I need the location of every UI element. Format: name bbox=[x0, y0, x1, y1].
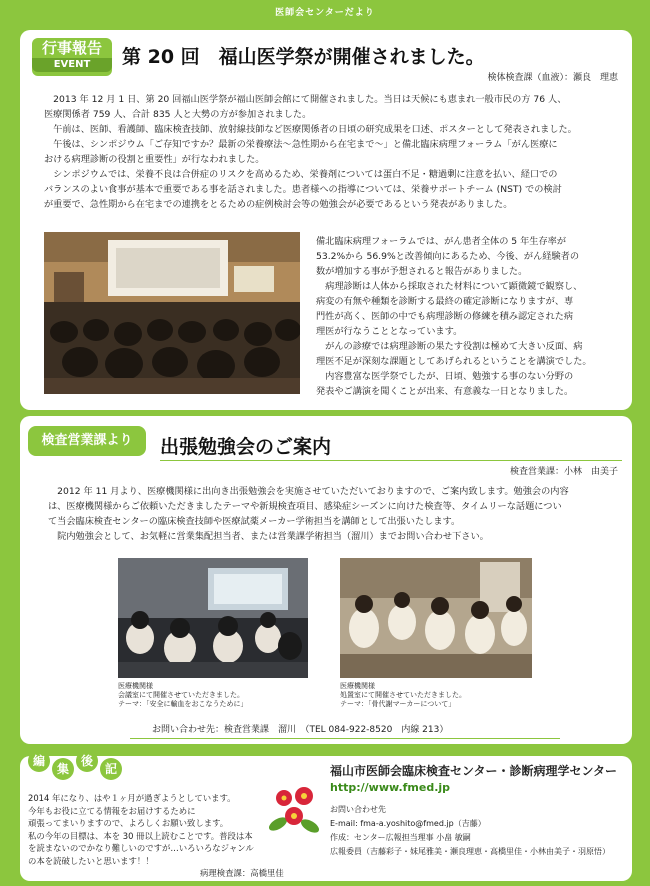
header-title: 医師会センターだより bbox=[275, 8, 375, 18]
body-line: 門性が高く、医師の中でも病理診断の修練を積み認定された病 bbox=[316, 311, 574, 322]
event-tag-label: 行事報告 bbox=[41, 39, 102, 57]
committee: 広報委員（吉藤彩子・妹尾雅美・瀬良理恵・高橋里佳・小林由美子・羽原悟） bbox=[330, 847, 610, 856]
body-line: 53.2%から 56.9%と改善傾向にあるため、今後、がん経験者の bbox=[316, 251, 580, 262]
title-divider bbox=[160, 460, 622, 461]
editor-line: の本を読破したいと思います！！ bbox=[28, 855, 154, 866]
editor-line: 2014 年になり、はや１ヶ月が過ぎようとしています。 bbox=[28, 793, 236, 803]
event-article bbox=[20, 30, 632, 410]
body-line: て当会臨床検査センターの臨床検査技師や医療試薬メーカー学術担当を講師として出張いたします。 bbox=[48, 516, 461, 527]
photo-caption-1 bbox=[118, 682, 248, 709]
body-line: おける病理診断の役割と重要性」が行なわれました。 bbox=[44, 154, 265, 165]
body-line: 内容豊富な医学祭でしたが、日頃、勉強する事のない分野の bbox=[316, 371, 574, 382]
body-line: 病変の有無や種類を診断する最終の確定診断になりますが、専 bbox=[316, 296, 574, 307]
body-line: が重要で、急性期から在宅までの連携をとるための症例検討会等の勉強会が必要であるという発表がありました。 bbox=[44, 199, 513, 210]
body-line: 2013 年 12 月 1 日、第 20 回福山医学祭が福山医師会館にて開催されました。当日は天候にも恵まれ一般市民の方 76 人、 bbox=[44, 94, 567, 105]
body-line: 院内勉強会として、お気軽に営業集配担当者、または営業課学術担当（溜川）までお問い合わせ下さい。 bbox=[48, 531, 489, 542]
editor-signature: 病理検査課：高橋里佳 bbox=[200, 868, 284, 878]
photo-caption-2 bbox=[340, 682, 466, 709]
flower-illustration bbox=[264, 778, 324, 838]
caption-line: 処置室にて開催させていただきました。 bbox=[340, 691, 466, 699]
body-line: 医療関係者 759 人、合計 835 人と大勢の方が参加されました。 bbox=[44, 109, 312, 120]
body-line: シンポジウムでは、栄養不良は合併症のリスクを高めるため、栄養剤については蛋白不足・糖過剰に注意を払い、経口での bbox=[44, 169, 558, 180]
org-name: 福山市医師会臨床検査センター・診断病理学センター bbox=[330, 764, 618, 778]
editor-line: を読まないのでかなり難しいのですが…いろいろなジャンル bbox=[28, 843, 254, 854]
editor-line: 今年もお役に立てる情報をお届けするために bbox=[28, 805, 196, 816]
event-tag bbox=[32, 38, 112, 76]
caption-line: テーマ：「安全に輸血をおこなうために」 bbox=[118, 700, 248, 708]
contact-email[interactable]: E-mail: fma-a.yoshito@fmed.jp（吉藤） bbox=[330, 819, 486, 828]
page-header bbox=[0, 0, 650, 28]
article-body bbox=[44, 92, 577, 212]
body-line: 理医不足が深刻な課題としてあげられるということを講演でした。 bbox=[316, 356, 592, 367]
session-photo-1 bbox=[118, 558, 308, 678]
body-line: 2012 年 11 月より、医療機関様に出向き出張勉強会を実施させていただいておりますので、ご案内致します。勉強会の内容 bbox=[48, 486, 569, 497]
editor-text bbox=[28, 792, 254, 868]
bottom-divider bbox=[130, 738, 560, 739]
body-line: 備北臨床病理フォーラムでは、がん患者全体の 5 年生存率が bbox=[316, 236, 567, 247]
body-line: 理医が行なうこととなっています。 bbox=[316, 326, 463, 337]
article-body-right bbox=[316, 234, 592, 399]
body-line: は、医療機関様からご依頼いただきましたテーマや新規検査項目、感染症シーズンに向けた検査等、タイムリーな話題につい bbox=[48, 501, 562, 512]
body-line: 病理診断は人体から採取された材料について顕微鏡で観察し、 bbox=[316, 281, 583, 292]
article-author: 検体検査課（血液）：瀬良 理恵 bbox=[487, 73, 618, 83]
editor-char-2: 集 bbox=[52, 758, 74, 780]
session-photo-2 bbox=[340, 558, 532, 678]
org-url[interactable]: http://www.fmed.jp bbox=[330, 781, 451, 794]
article-title: 第 20 回 福山医学祭が開催されました。 bbox=[122, 46, 485, 68]
caption-line: 会議室にて開催させていただきました。 bbox=[118, 691, 244, 699]
body-line: がんの診療では病理診断の果たす役割は極めて大きい反面、病 bbox=[316, 341, 583, 352]
editor-note bbox=[20, 756, 632, 881]
contact-line: お問い合わせ先：検査営業課 溜川 （TEL 084-922-8520 内線 213） bbox=[152, 725, 449, 735]
sales-tag: 検査営業課より bbox=[28, 426, 146, 456]
body-line: 午後は、シンポジウム「ご存知ですか？最新の栄養療法～急性期から在宅まで～」と備北臨床病理フォーラム「がん医療に bbox=[44, 139, 558, 150]
article-author: 検査営業課：小林 由美子 bbox=[509, 467, 618, 477]
article-body bbox=[48, 484, 569, 544]
symposium-photo bbox=[44, 232, 300, 394]
body-line: バランスのよい食事が基本で重要である事を話されました。患者様への指導については、栄養サポートチーム (NST) での検討 bbox=[44, 184, 562, 195]
contact-label: お問い合わせ先 bbox=[330, 805, 386, 814]
editor-char-4: 記 bbox=[100, 758, 122, 780]
study-session-article bbox=[20, 416, 632, 744]
editor-char-3: 後 bbox=[76, 750, 98, 772]
event-tag-sub: EVENT bbox=[32, 58, 112, 72]
caption-line: 医療機関様 bbox=[340, 682, 375, 690]
caption-line: テーマ：「骨代謝マーカーについて」 bbox=[340, 700, 456, 708]
editor-char-1: 編 bbox=[28, 750, 50, 772]
body-line: 発表やご講演を聞くことが出来、有意義な一日となりました。 bbox=[316, 386, 574, 397]
article-title: 出張勉強会のご案内 bbox=[160, 436, 332, 458]
editor-line: 頑張ってまいりますので、よろしくお願い致します。 bbox=[28, 818, 229, 829]
created-by: 作成：センター広報担当理事 小畠 敏嗣 bbox=[330, 833, 471, 842]
editor-line: 私の今年の目標は、本を 30 冊以上読むことです。普段は本 bbox=[28, 830, 253, 841]
body-line: 午前は、医師、看護師、臨床検査技師、放射線技師など医療関係者の日頃の研究成果を口述、ポスターとして発表されました。 bbox=[44, 124, 577, 135]
body-line: 数が増加する事が予想されると報告がありました。 bbox=[316, 266, 528, 277]
caption-line: 医療機関様 bbox=[118, 682, 153, 690]
